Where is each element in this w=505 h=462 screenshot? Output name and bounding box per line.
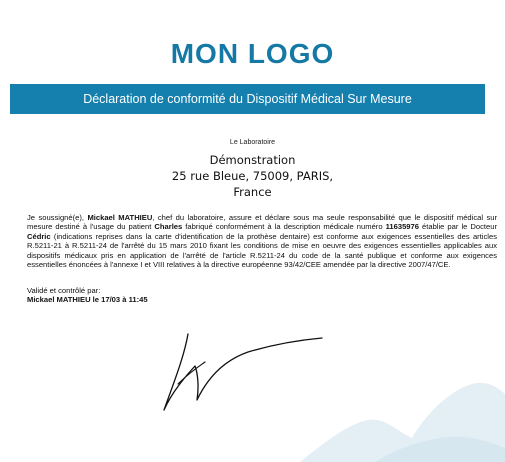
declaration-part-2: , chef du laboratoire, assure et déclare sous ma seule responsabilité que le dispositif médical sur mesure destiné à l'usage du patient [27, 213, 497, 232]
validation-signer: Mickael MATHIEU le 17/03 à 11:45 [27, 295, 148, 304]
title-banner [10, 84, 485, 114]
laboratory-country: France [233, 185, 272, 199]
validation-label: Validé et contrôlé par: [27, 286, 101, 295]
logo-text: MON LOGO [170, 38, 335, 69]
laboratory-address [0, 152, 505, 200]
laboratory-name: Démonstration [209, 153, 296, 167]
declaration-paragraph [27, 213, 497, 269]
banner-title: Déclaration de conformité du Dispositif Médical Sur Mesure [83, 92, 412, 106]
prescription-number: 11635976 [385, 222, 419, 232]
declaration-part-5: (indications reprises dans la carte d'identification de la prothèse dentaire) est conforme aux exigences essentielles des articles R.5211-21 à R.5211-24 de l'arrêté du 15 mars 2010 fixant les conditions de mise en oeuvre des exigences essentielles applicables aux dispositifs médicaux pris en application de l'arrêté de l'article R.5211-24 du code de la santé publique et conforme aux exigences essentielles énoncées à l'annexe I et VIII relatives à la directive européenne 93/42/CEE amendée par la directive 2007/47/CE. [27, 231, 497, 270]
decorative-mountains [300, 380, 505, 462]
chief-name: Mickael MATHIEU [87, 213, 153, 222]
validation-block [27, 286, 497, 304]
declaration-part-4: établie par le Docteur [418, 222, 498, 232]
patient-name: Charles [154, 222, 183, 232]
laboratory-street: 25 rue Bleue, 75009, PARIS, [171, 169, 334, 183]
laboratory-label: Le Laboratoire [229, 139, 276, 146]
doctor-name: Cédric [27, 231, 51, 241]
declaration-part-3: fabriqué conformément à la description médicale numéro [182, 222, 386, 232]
signature-image [150, 322, 325, 417]
declaration-part-1: Je soussigné(e), [27, 213, 88, 222]
